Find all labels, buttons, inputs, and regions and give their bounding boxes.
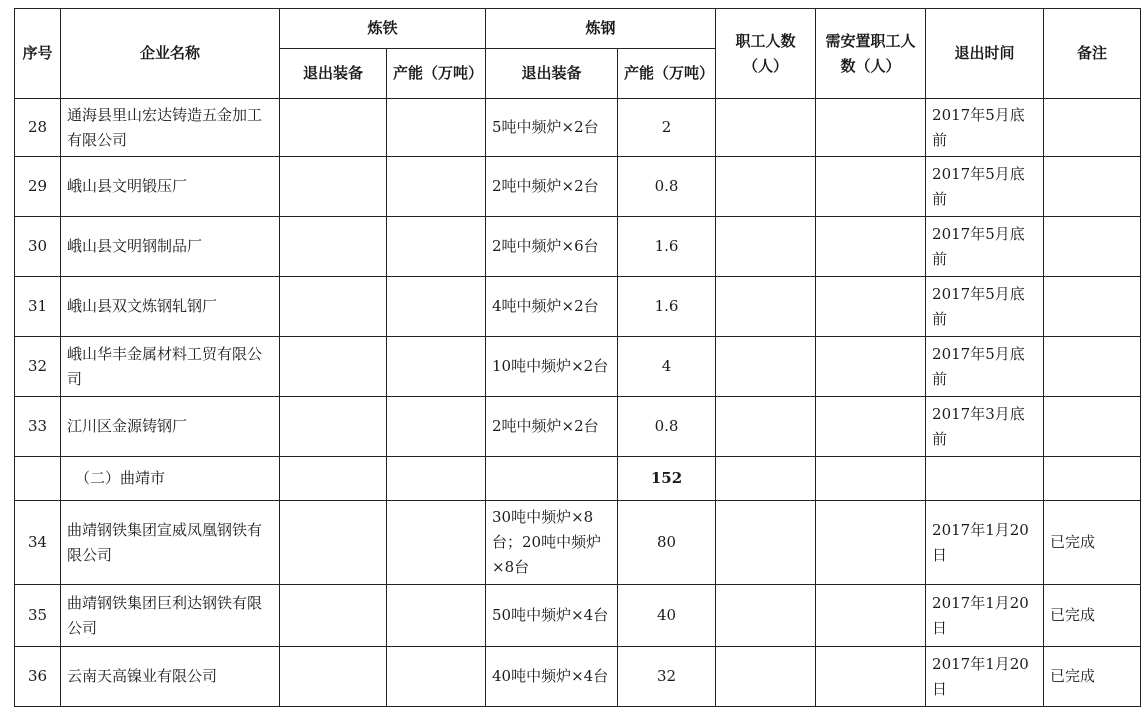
row-note: 已完成: [1044, 501, 1141, 585]
table-row: [15, 501, 1141, 585]
table-row: [15, 397, 1141, 457]
header-exit-time: 退出时间: [926, 9, 1044, 99]
row-exit-time: 2017年1月20日: [926, 647, 1044, 707]
row-seq: 28: [15, 99, 61, 157]
section-row: [15, 457, 1141, 501]
table-row: [15, 277, 1141, 337]
row-seq: 32: [15, 337, 61, 397]
header-seq: 序号: [15, 9, 61, 99]
header-iron: 炼铁: [280, 9, 486, 49]
row-name: 峨山县文明钢制品厂: [61, 217, 280, 277]
table-row: [15, 585, 1141, 647]
row-seq: 36: [15, 647, 61, 707]
row-steel-equipment: 10吨中频炉×2台: [486, 337, 618, 397]
row-seq: 30: [15, 217, 61, 277]
row-note: 已完成: [1044, 585, 1141, 647]
row-steel-capacity: 4: [618, 337, 716, 397]
row-exit-time: 2017年5月底前: [926, 337, 1044, 397]
row-steel-capacity: 32: [618, 647, 716, 707]
table-row: [15, 99, 1141, 157]
row-note: [1044, 99, 1141, 157]
row-name: 峨山县文明锻压厂: [61, 157, 280, 217]
row-note: 已完成: [1044, 647, 1141, 707]
row-exit-time: 2017年1月20日: [926, 585, 1044, 647]
row-steel-capacity: 0.8: [618, 157, 716, 217]
capacity-table: [14, 8, 1141, 707]
row-name: 江川区金源铸钢厂: [61, 397, 280, 457]
section-label: （二）曲靖市: [61, 457, 280, 501]
row-seq: 33: [15, 397, 61, 457]
row-name: 曲靖钢铁集团巨利达钢铁有限公司: [61, 585, 280, 647]
header-workers: 职工人数（人）: [716, 9, 816, 99]
header-steel-capacity: 产能（万吨）: [618, 49, 716, 99]
row-exit-time: 2017年5月底前: [926, 99, 1044, 157]
row-steel-capacity: 0.8: [618, 397, 716, 457]
row-exit-time: 2017年5月底前: [926, 157, 1044, 217]
row-note: [1044, 277, 1141, 337]
row-exit-time: 2017年5月底前: [926, 217, 1044, 277]
row-note: [1044, 157, 1141, 217]
row-steel-capacity: 1.6: [618, 277, 716, 337]
row-exit-time: 2017年3月底前: [926, 397, 1044, 457]
header-iron-equipment: 退出装备: [280, 49, 387, 99]
row-name: 曲靖钢铁集团宣威凤凰钢铁有限公司: [61, 501, 280, 585]
section-steel-capacity: 152: [618, 457, 716, 501]
row-note: [1044, 397, 1141, 457]
row-steel-equipment: 4吨中频炉×2台: [486, 277, 618, 337]
row-steel-equipment: 5吨中频炉×2台: [486, 99, 618, 157]
row-name: 通海县里山宏达铸造五金加工有限公司: [61, 99, 280, 157]
row-name: 云南天高镍业有限公司: [61, 647, 280, 707]
row-exit-time: 2017年1月20日: [926, 501, 1044, 585]
row-seq: 35: [15, 585, 61, 647]
row-steel-capacity: 80: [618, 501, 716, 585]
header-note: 备注: [1044, 9, 1141, 99]
row-seq: 29: [15, 157, 61, 217]
row-steel-capacity: 2: [618, 99, 716, 157]
row-steel-equipment: 50吨中频炉×4台: [486, 585, 618, 647]
header-steel: 炼钢: [486, 9, 716, 49]
row-steel-equipment: 2吨中频炉×2台: [486, 397, 618, 457]
row-steel-equipment: 30吨中频炉×8台；20吨中频炉×8台: [486, 501, 618, 585]
row-note: [1044, 337, 1141, 397]
header-relocate: 需安置职工人数（人）: [816, 9, 926, 99]
row-seq: 34: [15, 501, 61, 585]
header-iron-capacity: 产能（万吨）: [387, 49, 486, 99]
row-steel-equipment: 2吨中频炉×2台: [486, 157, 618, 217]
row-steel-capacity: 1.6: [618, 217, 716, 277]
row-name: 峨山华丰金属材料工贸有限公司: [61, 337, 280, 397]
row-note: [1044, 217, 1141, 277]
row-name: 峨山县双文炼钢轧钢厂: [61, 277, 280, 337]
table-row: [15, 157, 1141, 217]
table-row: [15, 217, 1141, 277]
header-steel-equipment: 退出装备: [486, 49, 618, 99]
row-seq: 31: [15, 277, 61, 337]
row-exit-time: 2017年5月底前: [926, 277, 1044, 337]
row-steel-equipment: 2吨中频炉×6台: [486, 217, 618, 277]
row-steel-equipment: 40吨中频炉×4台: [486, 647, 618, 707]
header-name: 企业名称: [61, 9, 280, 99]
table-row: [15, 337, 1141, 397]
row-steel-capacity: 40: [618, 585, 716, 647]
table-row: [15, 647, 1141, 707]
